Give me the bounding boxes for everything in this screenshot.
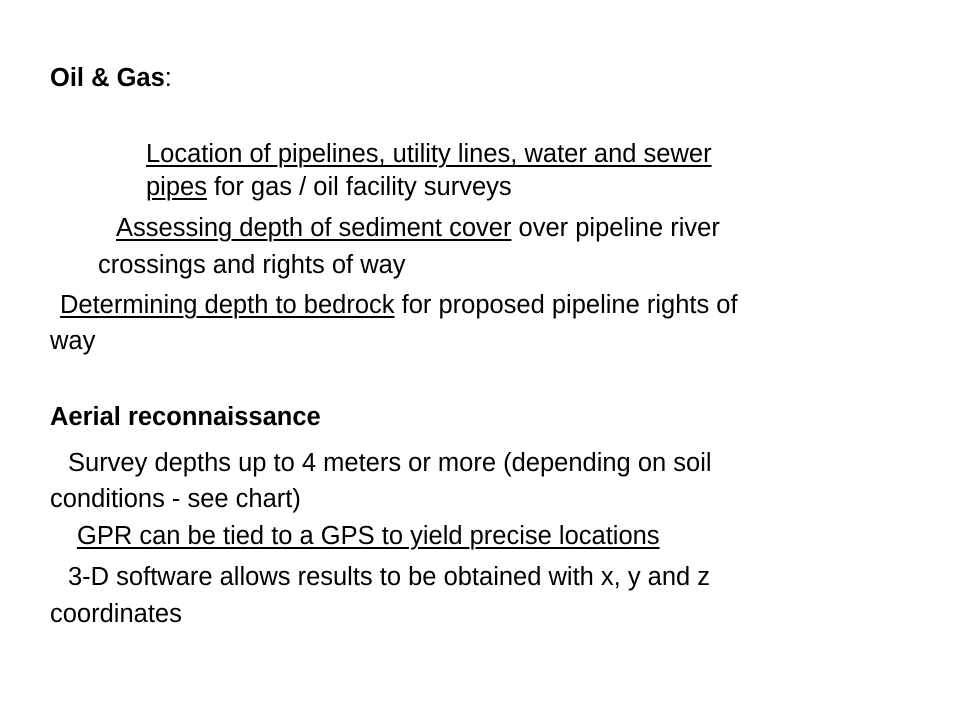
oil-gas-heading-text: Oil & Gas [50, 64, 165, 92]
gps-item [77, 520, 660, 552]
bedrock-line2-text: way [50, 327, 96, 355]
bedrock-item-line2 [50, 325, 95, 357]
software-item-line1 [68, 561, 710, 593]
software-line2-text: coordinates [50, 600, 182, 628]
oil-gas-heading-colon: : [164, 64, 172, 92]
survey-depth-line1-text: Survey depths up to 4 meters or more (depending on soil [68, 449, 712, 477]
software-item-line2 [50, 598, 182, 630]
sediment-item-line1 [116, 212, 720, 244]
sediment-rest-text: over pipeline river [511, 214, 720, 242]
pipelines-item-line1 [146, 138, 712, 170]
sediment-item-line2 [98, 249, 406, 281]
bedrock-underlined-text: Determining depth to bedrock [60, 291, 395, 319]
aerial-heading [50, 401, 321, 433]
pipelines-item-line2 [146, 171, 512, 203]
software-line1-text: 3-D software allows results to be obtained with x, y and z [68, 563, 711, 591]
sediment-line2-text: crossings and rights of way [98, 251, 406, 279]
pipes-underlined-text: pipes [146, 173, 207, 201]
survey-depth-item-line1 [68, 447, 712, 479]
bedrock-rest-text: for proposed pipeline rights of [394, 291, 738, 319]
aerial-heading-text: Aerial reconnaissance [50, 403, 321, 431]
gps-underlined-text: GPR can be tied to a GPS to yield precise locations [77, 522, 660, 550]
oil-gas-heading [50, 62, 172, 94]
bedrock-item-line1 [60, 289, 738, 321]
pipes-rest-text: for gas / oil facility surveys [206, 173, 512, 201]
survey-depth-item-line2 [50, 483, 301, 515]
survey-depth-line2-text: conditions - see chart) [50, 485, 301, 513]
pipelines-underlined-text: Location of pipelines, utility lines, water and sewer [146, 140, 712, 168]
sediment-underlined-text: Assessing depth of sediment cover [116, 214, 512, 242]
